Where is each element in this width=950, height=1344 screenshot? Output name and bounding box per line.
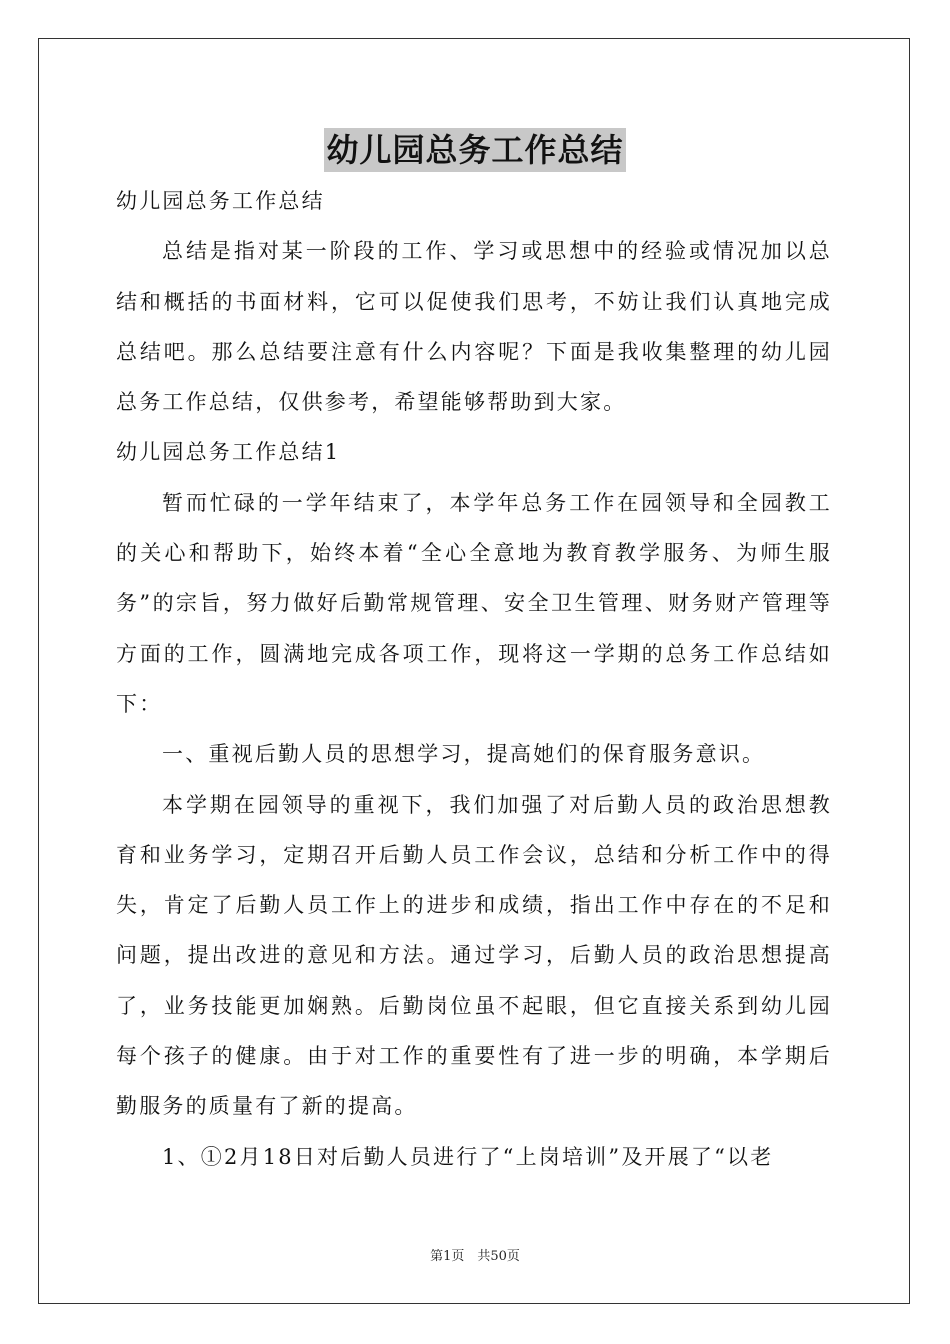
section-heading: 幼儿园总务工作总结1 bbox=[116, 440, 341, 465]
intro-paragraph: 总结是指对某一阶段的工作、学习或思想中的经验或情况加以总结和概括的书面材料，它可以促使我们思考，不妨让我们认真地完成总结吧。那么总结要注意有什么内容呢？下面是我收集整理的幼儿园总务工作总结，仅供参考，希望能够帮助到大家。 bbox=[116, 239, 832, 415]
page-footer: 第1页 共50页 bbox=[430, 1249, 520, 1264]
body-paragraph: 暂而忙碌的一学年结束了，本学年总务工作在园领导和全园教工的关心和帮助下，始终本着“全心全意地为教育教学服务、为师生服务”的宗旨，努力做好后勤常规管理、安全卫生管理、财务财产管理等方面的工作，圆满地完成各项工作，现将这一学期的总务工作总结如下： bbox=[116, 490, 832, 716]
list-item-paragraph: 1、①2月18日对后勤人员进行了“上岗培训”及开展了“以老 bbox=[162, 1144, 774, 1169]
subsection-heading: 一、重视后勤人员的思想学习，提高她们的保育服务意识。 bbox=[162, 742, 766, 767]
document-title bbox=[0, 128, 950, 172]
document-title-text: 幼儿园总务工作总结 bbox=[324, 128, 625, 172]
body-paragraph: 本学期在园领导的重视下，我们加强了对后勤人员的政治思想教育和业务学习，定期召开后勤人员工作会议，总结和分析工作中的得失，肯定了后勤人员工作上的进步和成绩，指出工作中存在的不足和问题，提出改进的意见和方法。通过学习，后勤人员的政治思想提高了，业务技能更加娴熟。后勤岗位虽不起眼，但它直接关系到幼儿园每个孩子的健康。由于对工作的重要性有了进一步的明确，本学期后勤服务的质量有了新的提高。 bbox=[116, 792, 832, 1119]
document-body bbox=[116, 176, 832, 1182]
subtitle-paragraph: 幼儿园总务工作总结 bbox=[116, 189, 325, 213]
